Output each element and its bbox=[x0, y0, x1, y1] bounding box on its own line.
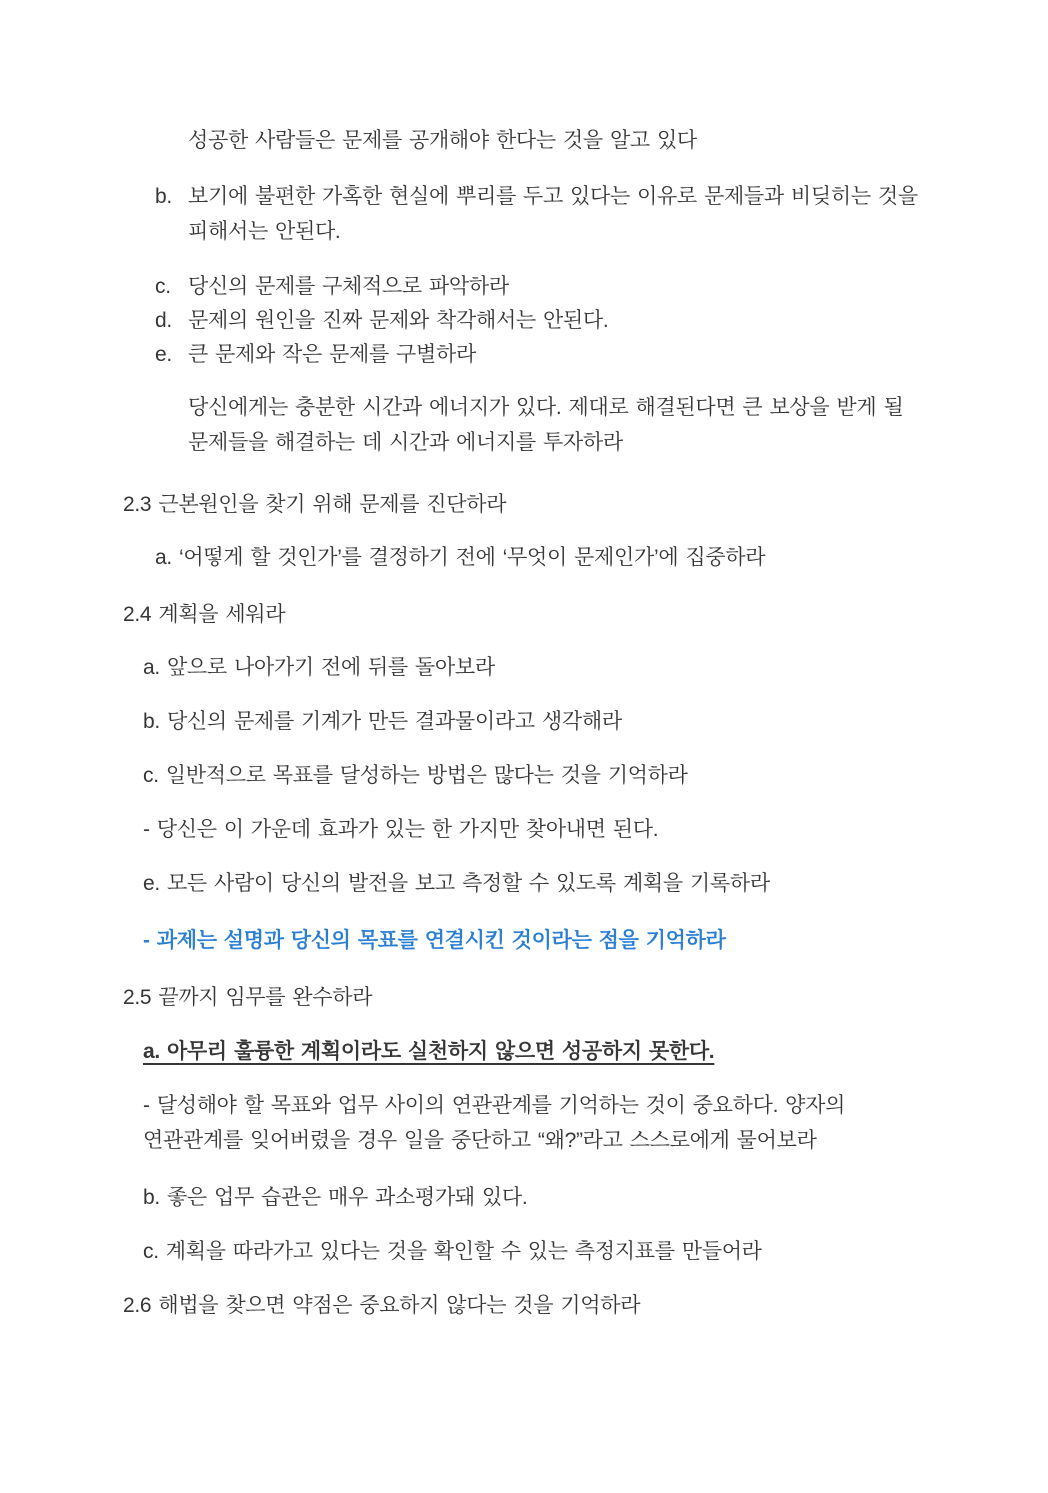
paragraph-note: 성공한 사람들은 문제를 공개해야 한다는 것을 알고 있다 bbox=[188, 129, 697, 152]
list-marker: c. bbox=[155, 275, 171, 298]
list-item-line: 보기에 불편한 가혹한 현실에 뿌리를 두고 있다는 이유로 문제들과 비딪히는 것을 bbox=[188, 185, 918, 208]
paragraph-line: 문제들을 해결하는 데 시간과 에너지를 투자하라 bbox=[188, 431, 623, 454]
paragraph-time-energy bbox=[0, 390, 1048, 460]
item-2-5-a-bold bbox=[0, 1034, 1048, 1069]
bold-underlined-text: a. 아무리 훌륭한 계획이라도 실천하지 않으면 성공하지 못한다. bbox=[143, 1040, 715, 1063]
item-2-5-c: c. 계획을 따라가고 있다는 것을 확인할 수 있는 측정지표를 만들어라 bbox=[143, 1240, 762, 1263]
item-2-5-b: b. 좋은 업무 습관은 매우 과소평가돼 있다. bbox=[143, 1186, 528, 1209]
list-item-b bbox=[0, 179, 1048, 249]
list-item-line: 피해서는 안된다. bbox=[188, 220, 341, 243]
paragraph-line: 연관관계를 잊어버렸을 경우 일을 중단하고 “왜?”라고 스스로에게 물어보라 bbox=[143, 1129, 817, 1152]
section-heading-2-4: 2.4 계획을 세워라 bbox=[123, 603, 286, 626]
list-item-e bbox=[0, 338, 1048, 372]
list-item-text: 당신의 문제를 구체적으로 파악하라 bbox=[188, 275, 509, 298]
list-marker: b. bbox=[155, 185, 172, 208]
paragraph-line: 당신에게는 충분한 시간과 에너지가 있다. 제대로 해결된다면 큰 보상을 받게 될 bbox=[188, 396, 904, 419]
section-heading-2-5: 2.5 끝까지 임무를 완수하라 bbox=[123, 986, 373, 1009]
item-2-3-a: a. ‘어떻게 할 것인가’를 결정하기 전에 ‘무엇이 문제인가’에 집중하라 bbox=[155, 546, 766, 569]
item-2-4-dash-highlight: - 과제는 설명과 당신의 목표를 연결시킨 것이라는 점을 기억하라 bbox=[143, 929, 726, 952]
list-item-d bbox=[0, 304, 1048, 338]
item-2-4-c: c. 일반적으로 목표를 달성하는 방법은 많다는 것을 기억하라 bbox=[143, 764, 688, 787]
list-item-c bbox=[0, 270, 1048, 304]
list-marker: e. bbox=[155, 343, 172, 366]
item-2-4-dash: - 당신은 이 가운데 효과가 있는 한 가지만 찾아내면 된다. bbox=[143, 818, 659, 841]
paragraph-line: - 달성해야 할 목표와 업무 사이의 연관관계를 기억하는 것이 중요하다. 양자의 bbox=[143, 1094, 846, 1117]
list-marker: d. bbox=[155, 309, 172, 332]
section-heading-2-6: 2.6 해법을 찾으면 약점은 중요하지 않다는 것을 기억하라 bbox=[123, 1294, 641, 1317]
section-heading-2-3: 2.3 근본원인을 찾기 위해 문제를 진단하라 bbox=[123, 493, 507, 516]
list-item-text: 큰 문제와 작은 문제를 구별하라 bbox=[188, 343, 476, 366]
list-group-cde bbox=[0, 270, 1048, 372]
item-2-4-b: b. 당신의 문제를 기계가 만든 결과물이라고 생각해라 bbox=[143, 710, 622, 733]
list-item-text: 문제의 원인을 진짜 문제와 착각해서는 안된다. bbox=[188, 309, 609, 332]
item-2-5-dash bbox=[0, 1088, 1048, 1158]
item-2-4-e: e. 모든 사람이 당신의 발전을 보고 측정할 수 있도록 계획을 기록하라 bbox=[143, 872, 770, 895]
item-2-4-a: a. 앞으로 나아가기 전에 뒤를 돌아보라 bbox=[143, 656, 495, 679]
